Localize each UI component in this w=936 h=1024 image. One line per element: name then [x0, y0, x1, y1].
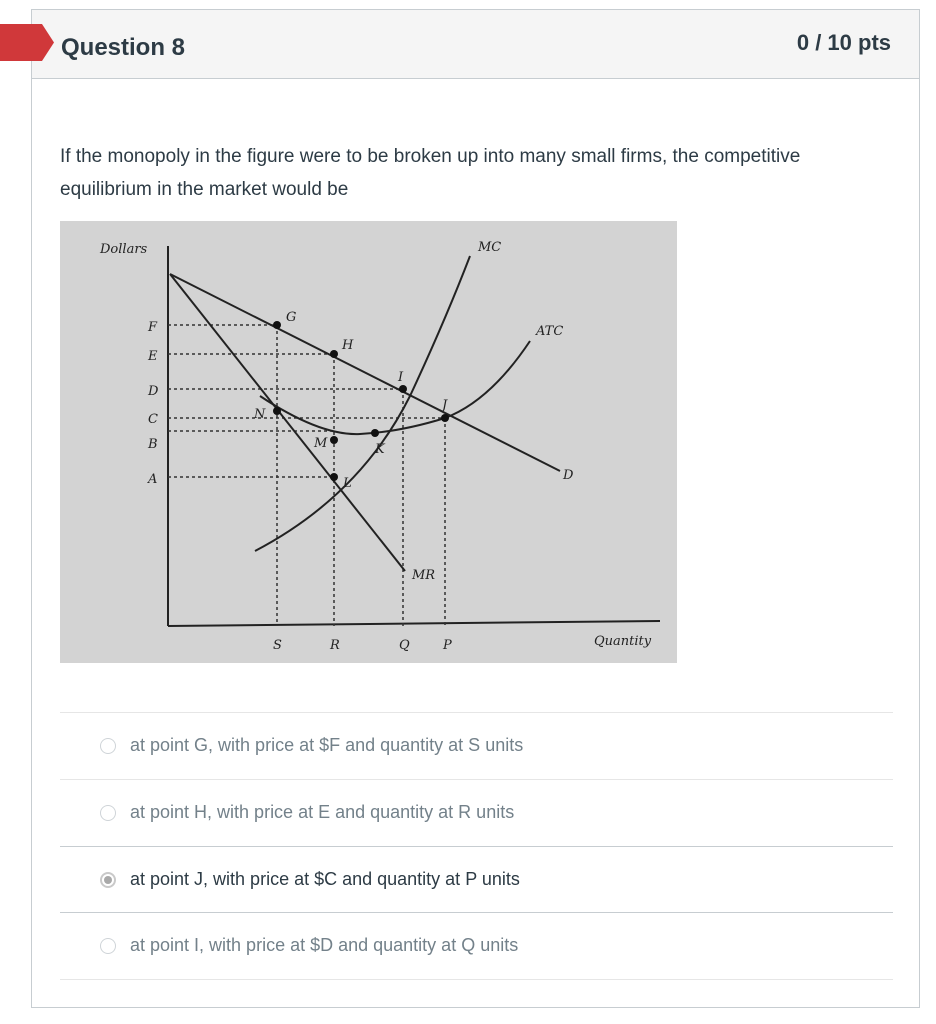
point-label-h: H — [342, 338, 354, 353]
answer-label[interactable]: at point J, with price at $C and quantity at P units — [130, 869, 520, 889]
marginal-cost-curve — [255, 256, 470, 551]
x-axis-label: Quantity — [594, 634, 652, 649]
radio-button[interactable] — [100, 805, 116, 821]
answer-label[interactable]: at point G, with price at $F and quantity at S units — [130, 735, 524, 755]
quantity-label-p: P — [443, 638, 452, 653]
price-label-c: C — [148, 412, 158, 427]
curve-label-mc: MC — [478, 240, 502, 255]
demand-curve — [170, 274, 560, 471]
point-label-n: N — [254, 407, 266, 422]
curve-label-d: D — [563, 468, 574, 483]
quantity-label-s: S — [273, 638, 282, 653]
question-title: Question 8 — [61, 34, 186, 61]
quantity-label-q: Q — [399, 638, 410, 653]
price-label-f: F — [148, 320, 158, 335]
question-card — [31, 9, 920, 1008]
point-label-j: J — [442, 398, 448, 413]
radio-button[interactable] — [100, 738, 116, 754]
y-axis-label: Dollars — [100, 242, 148, 257]
x-axis — [168, 621, 660, 626]
answer-list — [60, 712, 893, 980]
question-header — [32, 10, 919, 79]
point-label-k: K — [375, 442, 385, 457]
point-label-g: G — [286, 310, 297, 325]
price-label-a: A — [148, 472, 158, 487]
curve-label-mr: MR — [412, 568, 436, 583]
price-label-d: D — [148, 384, 159, 399]
price-label-b: B — [148, 437, 158, 452]
answer-option[interactable] — [60, 913, 893, 980]
point-label-m: M — [314, 436, 328, 451]
point-label-i: I — [398, 370, 404, 385]
answer-option[interactable] — [60, 713, 893, 780]
question-flag-icon — [0, 24, 54, 61]
monopoly-graph — [60, 221, 677, 663]
answer-option[interactable] — [60, 780, 893, 847]
quantity-label-r: R — [330, 638, 340, 653]
answer-option-selected[interactable] — [60, 846, 893, 913]
answer-label[interactable]: at point I, with price at $D and quantity at Q units — [130, 935, 519, 955]
question-text: If the monopoly in the figure were to be broken up into many small firms, the competitive equilibrium in the market would be — [60, 146, 801, 200]
question-points: 0 / 10 pts — [796, 30, 891, 55]
radio-button-checked[interactable] — [100, 872, 116, 888]
answer-label[interactable]: at point H, with price at E and quantity at R units — [130, 802, 515, 822]
radio-button[interactable] — [100, 938, 116, 954]
price-label-e: E — [148, 349, 158, 364]
curve-label-atc: ATC — [536, 324, 564, 339]
monopoly-figure — [60, 221, 677, 663]
point-label-l: L — [343, 476, 352, 491]
